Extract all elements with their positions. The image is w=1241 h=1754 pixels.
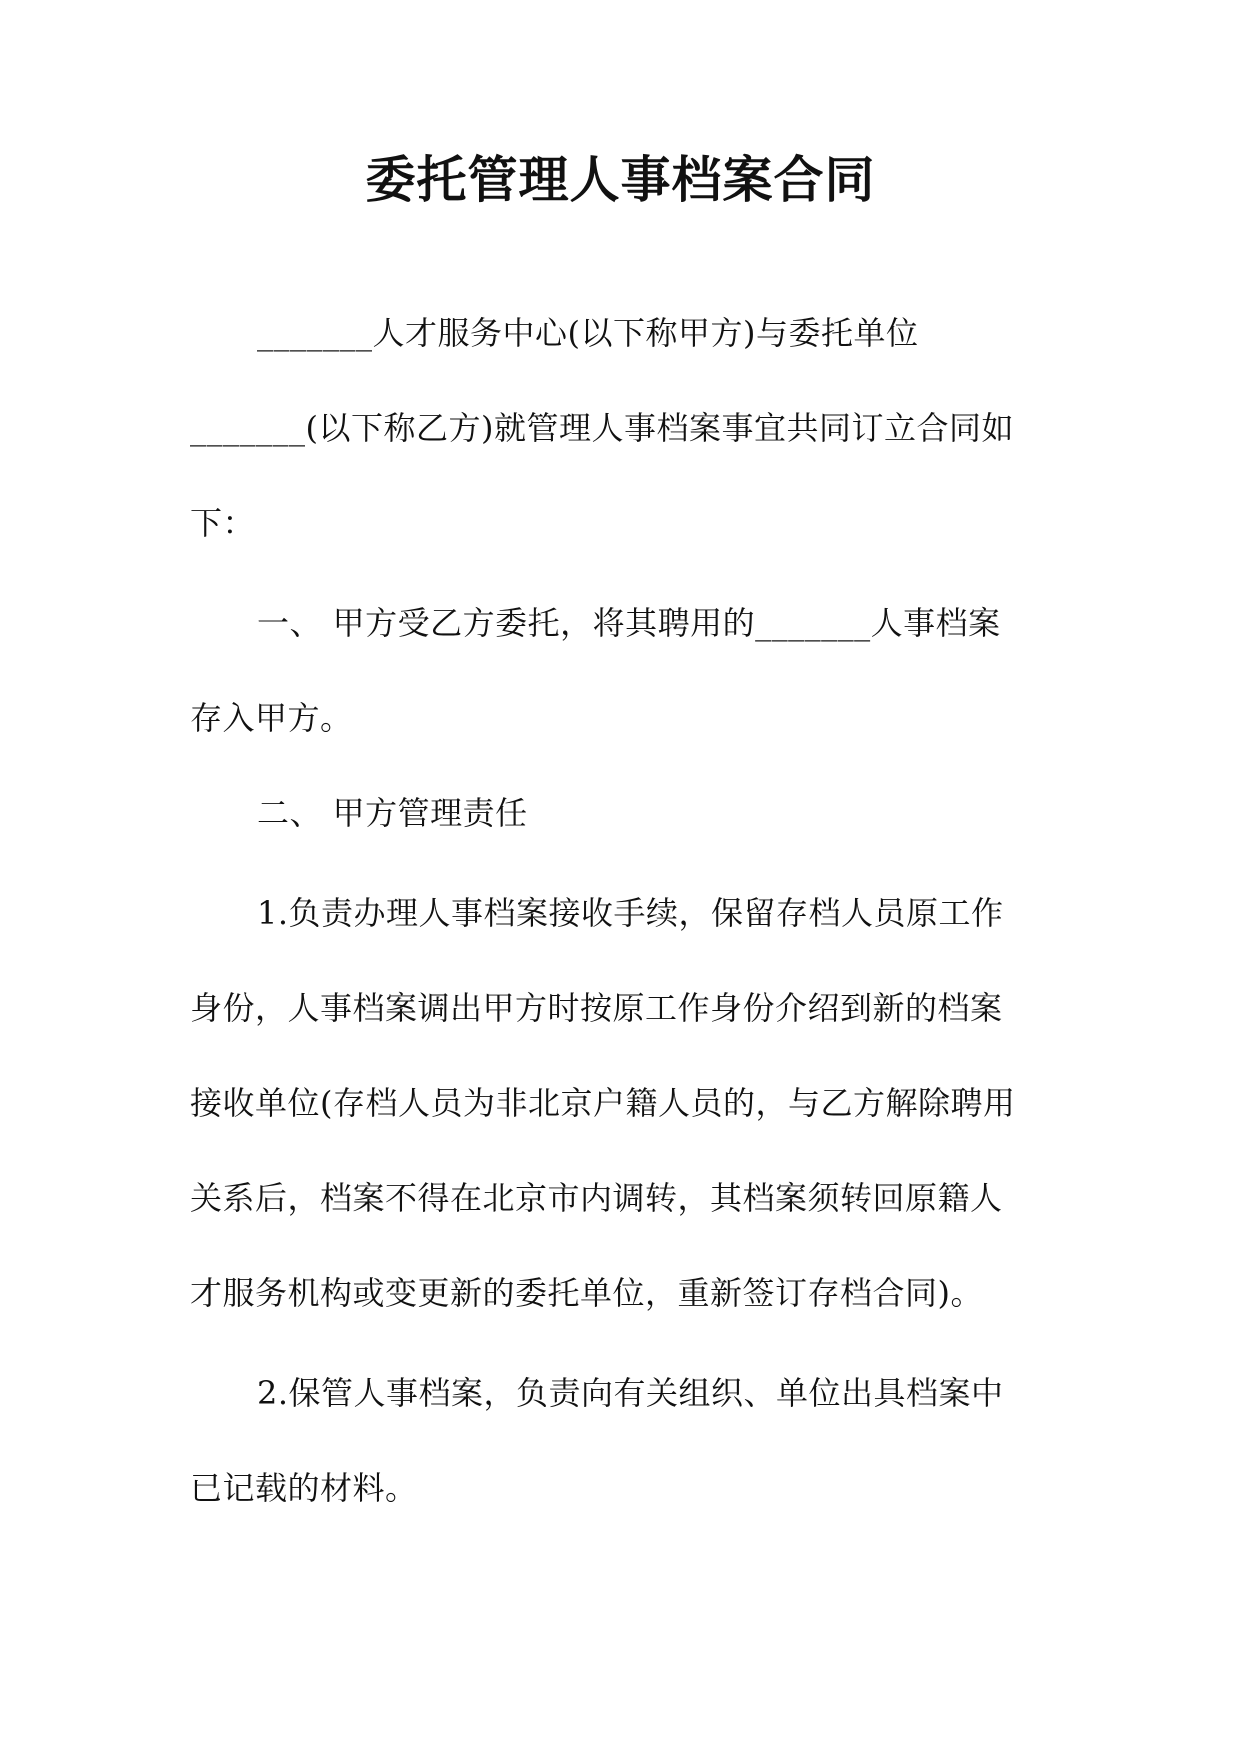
paragraph-line: 2.保管人事档案，负责向有关组织、单位出具档案中 bbox=[257, 1374, 1004, 1412]
paragraph-line: 存入甲方。 bbox=[190, 699, 353, 737]
paragraph-line: 接收单位(存档人员为非北京户籍人员的，与乙方解除聘用 bbox=[190, 1084, 1016, 1122]
clause-heading: 一、 甲方受乙方委托，将其聘用的_______人事档案 bbox=[257, 604, 1001, 642]
paragraph-line: 才服务机构或变更新的委托单位，重新签订存档合同)。 bbox=[190, 1274, 983, 1312]
paragraph-line: 关系后，档案不得在北京市内调转，其档案须转回原籍人 bbox=[190, 1179, 1003, 1217]
paragraph-line: 下： bbox=[190, 504, 256, 542]
paragraph-line: _______(以下称乙方)就管理人事档案事宜共同订立合同如 bbox=[190, 409, 1014, 447]
document-title: 委托管理人事档案合同 bbox=[365, 150, 876, 209]
paragraph-line: 已记载的材料。 bbox=[190, 1469, 418, 1507]
paragraph-line: _______人才服务中心(以下称甲方)与委托单位 bbox=[257, 314, 919, 352]
paragraph-line: 1.负责办理人事档案接收手续，保留存档人员原工作 bbox=[257, 894, 1004, 932]
paragraph-line: 身份，人事档案调出甲方时按原工作身份介绍到新的档案 bbox=[190, 989, 1003, 1027]
clause-heading: 二、 甲方管理责任 bbox=[257, 794, 528, 832]
